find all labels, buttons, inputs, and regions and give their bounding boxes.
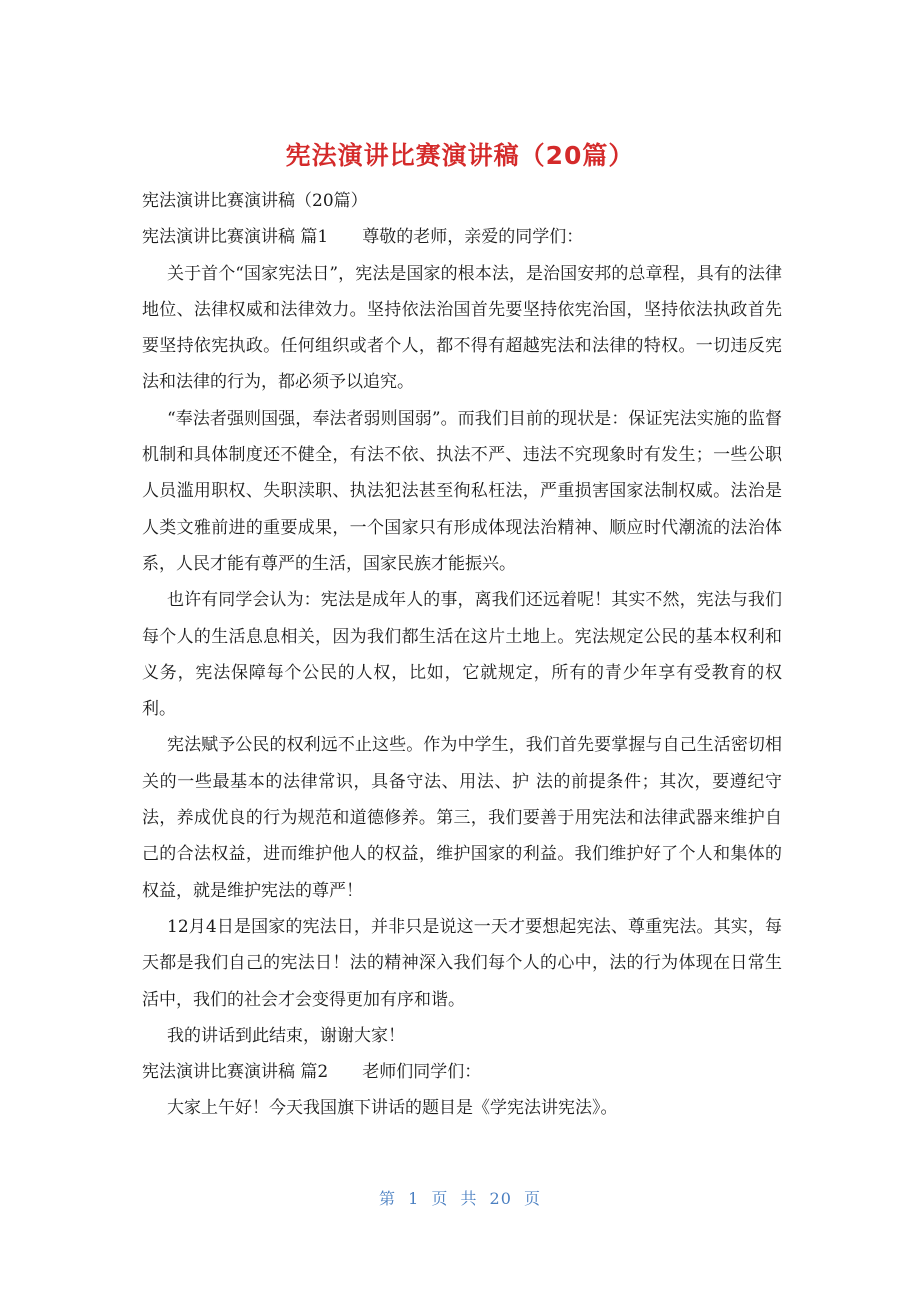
paragraph: 关于首个“国家宪法日”，宪法是国家的根本法，是治国安邦的总章程，具有的法律地位、法律权威和法律效力。坚持依法治国首先要坚持依宪治国，坚持依法执政首先要坚持依宪执政。任何组织或者个人，都不得有超越宪法和法律的特权。一切违反宪法和法律的行为，都必须予以追究。 [142,263,782,393]
page-footer: 第 1 页 共 20 页 [379,1189,541,1208]
paragraph: “奉法者强则国强，奉法者弱则国弱”。而我们目前的现状是：保证宪法实施的监督机制和具体制度还不健全，有法不依、执法不严、违法不究现象时有发生；一些公职人员滥用职权、失职渎职、执法犯法甚至徇私枉法，严重损害国家法制权威。法治是人类文雅前进的重要成果，一个国家只有形成体现法治精神、顺应时代潮流的法治体系，人民才能有尊严的生活，国家民族才能振兴。 [142,408,782,574]
paragraph: 我的讲话到此结束，谢谢大家！ [167,1025,405,1046]
paragraph: 宪法演讲比赛演讲稿（20篇） [142,191,368,211]
paragraph: 宪法演讲比赛演讲稿 篇2 老师们同学们： [142,1062,482,1083]
paragraph: 大家上午好！今天我国旗下讲话的题目是《学宪法讲宪法》。 [167,1098,618,1119]
paragraph: 宪法演讲比赛演讲稿 篇1 尊敬的老师，亲爱的同学们： [142,227,584,248]
document-body [142,183,782,1127]
paragraph: 也许有同学会认为：宪法是成年人的事，离我们还远着呢！其实不然，宪法与我们每个人的生活息息相关，因为我们都生活在这片土地上。宪法规定公民的基本权利和义务，宪法保障每个公民的人权，比如，它就规定，所有的青少年享有受教育的权利。 [142,590,782,720]
paragraph: 宪法赋予公民的权利远不止这些。作为中学生，我们首先要掌握与自己生活密切相关的一些最基本的法律常识，具备守法、用法、护 法的前提条件；其次，要遵纪守法，养成优良的行为规范和道德修养。第三，我们要善于用宪法和法律武器来维护自己的合法权益，进而维护他人的权益，维护国家的利益。我们维护好了个人和集体的权益，就是维护宪法的尊严！ [142,735,782,901]
paragraph: 12月4日是国家的宪法日，并非只是说这一天才要想起宪法、尊重宪法。其实，每天都是我们自己的宪法日！法的精神深入我们每个人的心中，法的行为体现在日常生活中，我们的社会才会变得更加有序和谐。 [142,916,782,1010]
document-title: 宪法演讲比赛演讲稿（20篇） [285,141,635,170]
